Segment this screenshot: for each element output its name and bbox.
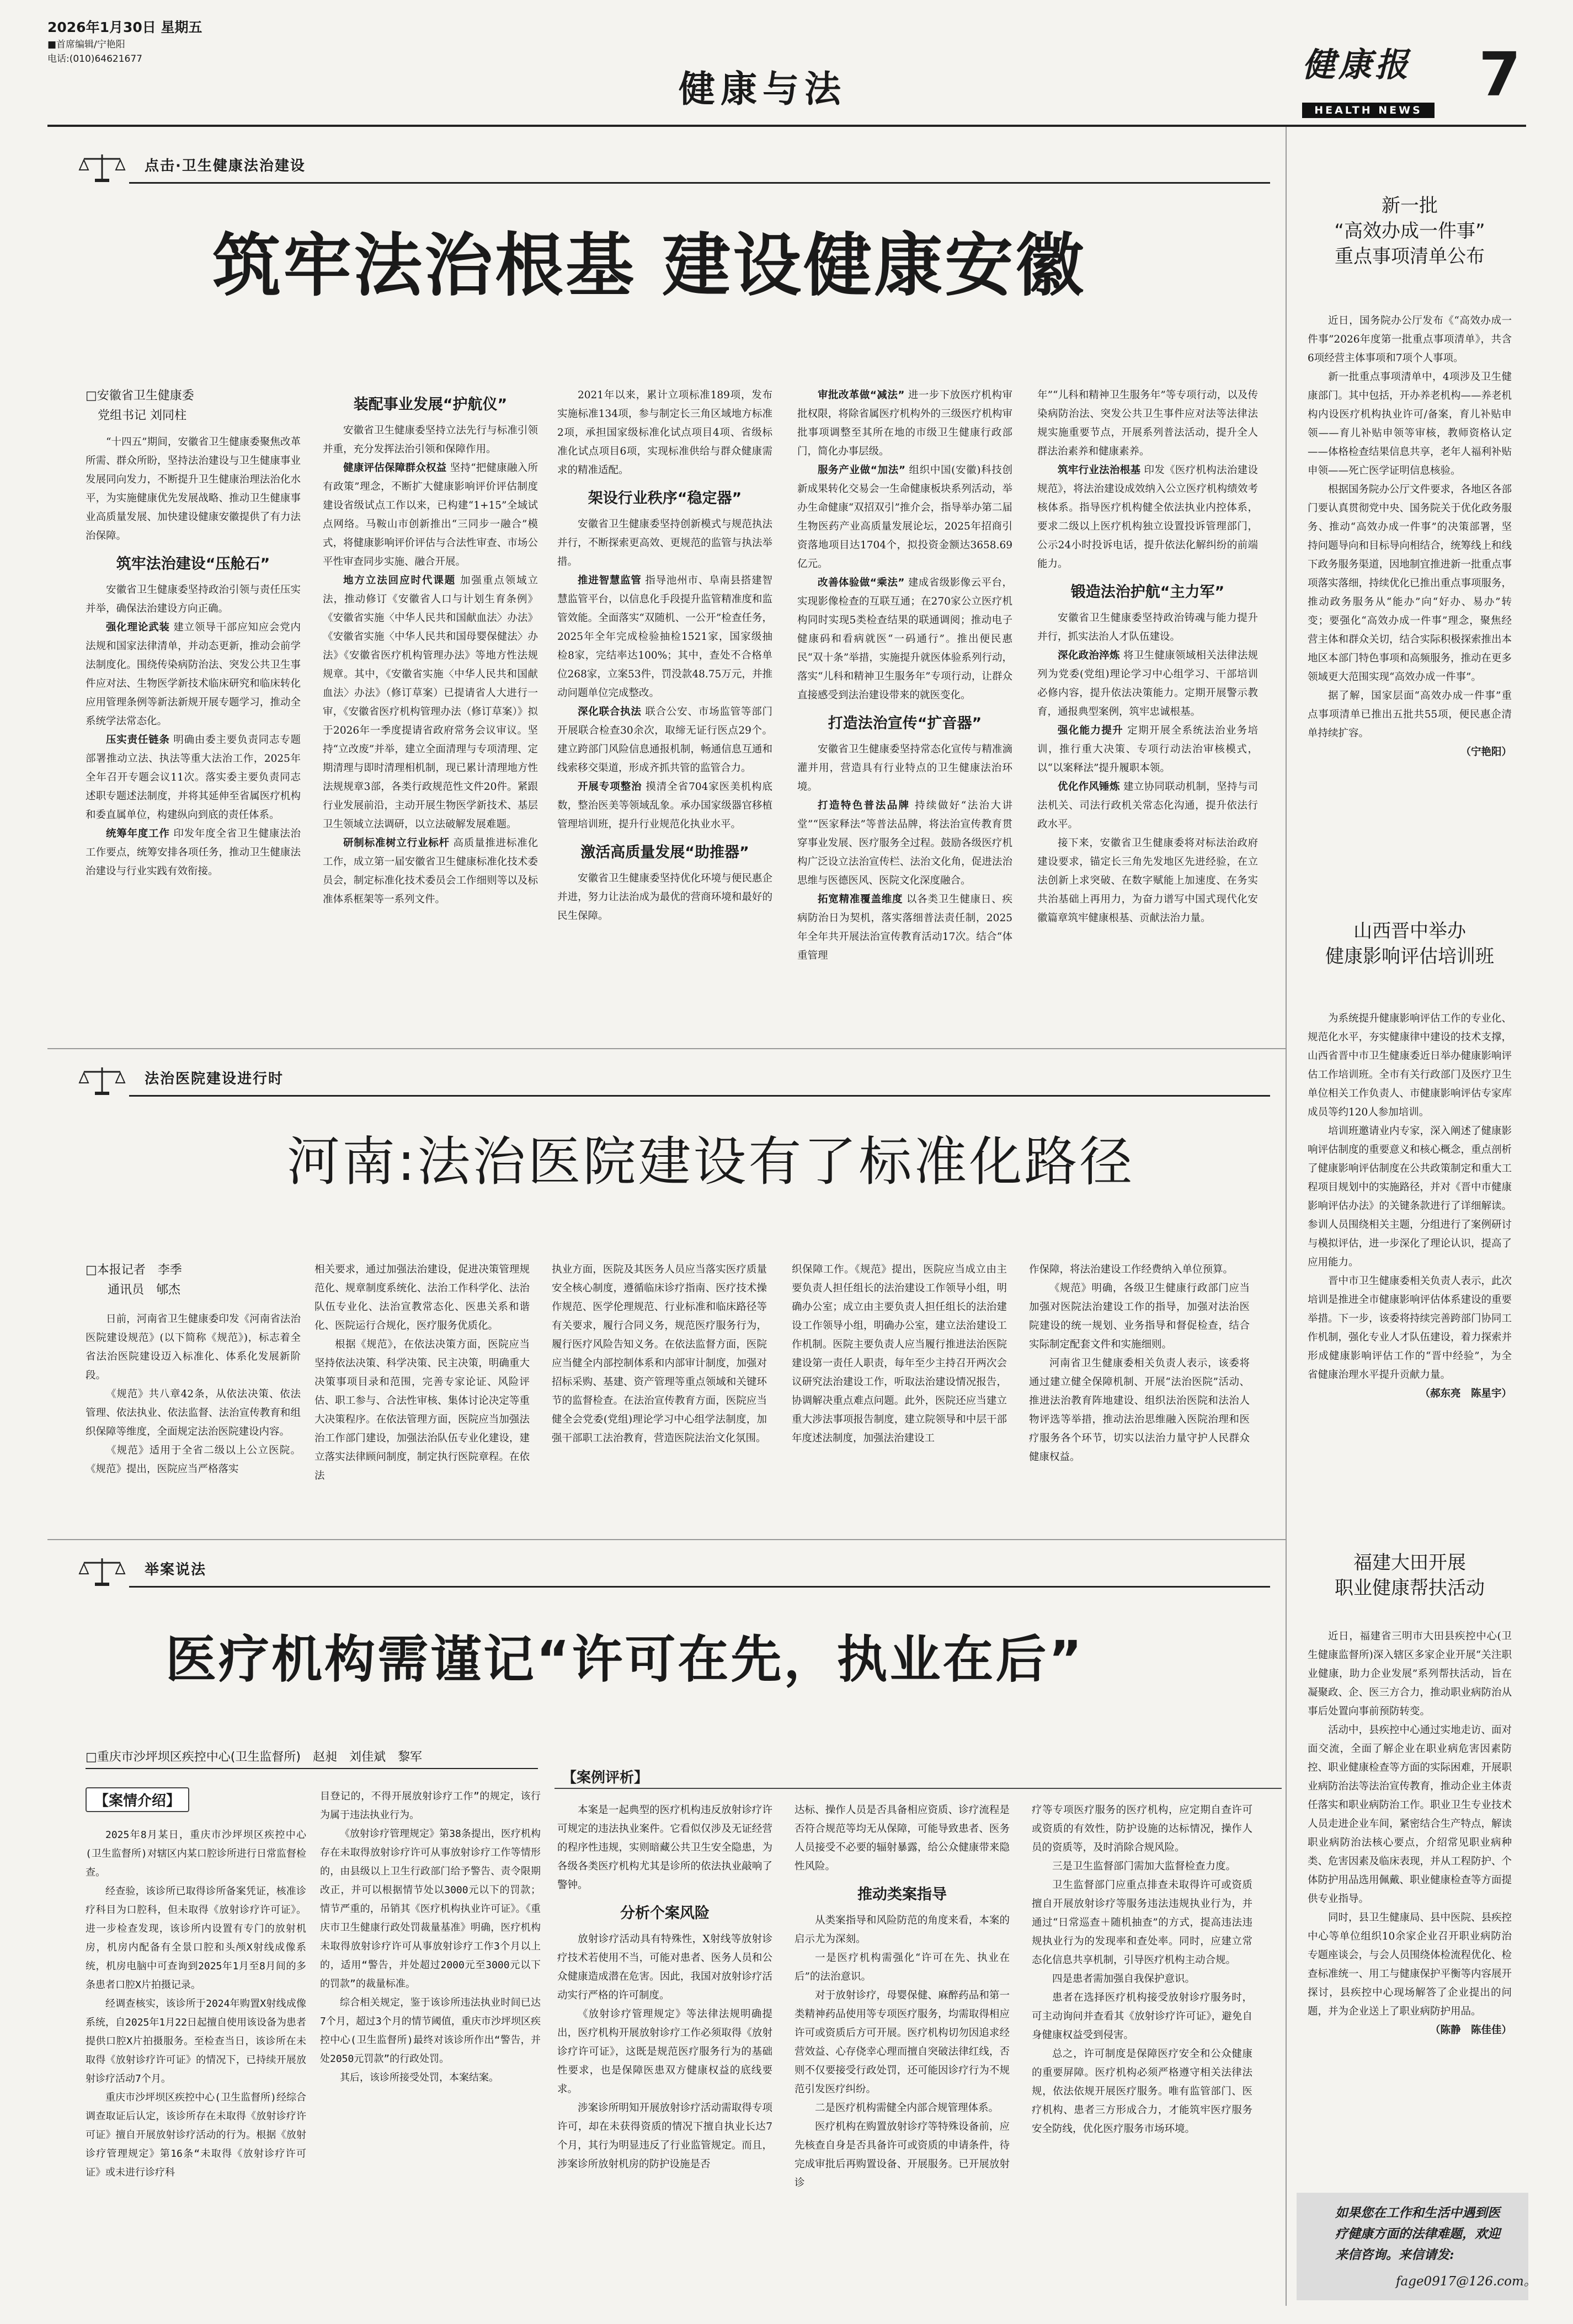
subheading: 推动类案指导	[857, 1886, 947, 1903]
paragraph: 织保障工作。《规范》提出，医院应当成立由主要负责人担任组长的法治建设工作领导小组，明确办公室；成立由主要负责人担任组长的法治建设工作领导小组，明确办公室，建立法治建设工作机制。医院主要负责人应当履行推进法治医院建设第一责任人职责，每年至少主持召开两次会议研究法治建设工作，听取法治建设情况报告，协调解决重点难点问题。此外，医院还应当建立重大涉法事项报告制度，建立院领导和中层干部年度述法制度，加强法治建设工	[792, 1264, 1007, 1444]
issue-date: 2026年1月30日 星期五	[47, 19, 202, 35]
paragraph: 安徽省卫生健康委坚持创新模式与规范执法并行，不断探索更高效、更规范的监管与执法举措。	[557, 519, 772, 568]
paragraph: 从类案指导和风险防范的角度来看，本案的启示尤为深刻。	[795, 1915, 1010, 1945]
paragraph	[86, 618, 301, 731]
paragraph	[797, 797, 1012, 890]
byline-rule	[86, 1768, 538, 1769]
paragraph: 患者在选择医疗机构接受放射诊疗服务时，可主动询问并查看其《放射诊疗许可证》，避免自身健康权益受到侵害。	[1032, 1992, 1252, 2041]
paragraph-text: 组织中国(安徽)科技创新成果转化交易会一生命健康板块系列活动，举办生命健康“双招双引”推介会，指导举办第二届生物医药产业高质量发展论坛，2025年招商引资落地项目达1704个，拟投资金额达3658.69亿元。	[797, 464, 1012, 570]
paragraph: 《放射诊疗管理规定》等法律法规明确提出，医疗机构开展放射诊疗工作必须取得《放射诊疗许可证》，这既是规范医疗服务行为的基础性要求，也是保障医患双方健康权益的底线要求。	[557, 2008, 772, 2095]
section-title: 健康与法	[679, 68, 846, 110]
scales-of-justice-icon	[78, 1065, 126, 1096]
paragraph-text: 持续做好“法治大讲堂”“医家释法”等普法品牌，将法治宣传教育贯穿事业发展、医疗服务全过程。鼓励各级医疗机构广泛设立法治宣传栏、法治文化角，促进法治思维与医德医风、医院文化深度融合。	[797, 800, 1012, 886]
paragraph-text: 高质量推进标准化工作，成立第一届安徽省卫生健康标准化技术委员会，制定标准化技术委员会工作细则等以及标准体系框架等一系列文件。	[323, 837, 538, 905]
subheading: 打造法治宣传“扩音器”	[828, 715, 982, 732]
article-byline	[86, 1260, 182, 1300]
sidebar-story-title	[1308, 1550, 1512, 1601]
paragraph-text: 加强重点领域立法，推动修订《安徽省人口与计划生育条例》《安徽省实施〈中华人民共和国献血法〉办法》《安徽省实施〈中华人民共和国母婴保健法〉办法》《安徽省医疗机构管理办法》等地方性法规规章。其中，《安徽省实施〈中华人民共和国献血法〉办法》（修订草案）已提请省人大进行一审，《安徽省医疗机构管理办法（修订草案）》拟于2026年一季度提请省政府常务会议审议。坚持“立改废”并举，建立全面清理与专项清理、定期清理与即时清理相机制，现已累计清理地方性法规规章3部，各类行政规范性文件20件。紧跟行业发展前沿，主动开展生物医学新技术、基层卫生领域立法调研，以立法破解发展难题。	[323, 575, 538, 830]
paragraph	[557, 571, 772, 703]
paragraph: 作保障，将法治建设工作经费纳入单位预算。	[1029, 1264, 1234, 1275]
title-line: 山西晋中举办	[1353, 920, 1466, 942]
page-number: 7	[1479, 39, 1521, 110]
article-column	[795, 1801, 1010, 2306]
sidebar-divider	[1286, 127, 1287, 2306]
title-line: 重点事项清单公布	[1335, 245, 1485, 268]
lead-phrase: 强化理论武装	[106, 622, 170, 633]
byline-org: □安徽省卫生健康委	[86, 389, 194, 403]
paragraph: 相关要求，通过加强法治建设，促进决策管理规范化、规章制度系统化、法治工作科学化、法治队伍专业化、法治宣教常态化、医患关系和谐化、医院运行合规化，医疗服务优质化。	[314, 1264, 530, 1332]
paragraph	[86, 825, 301, 881]
paragraph-text: 建成省级影像云平台，实现影像检查的互联互通；在270家公立医疗机构同时实现5类检查结果的联通调阅；推动电子健康码和看病就医“一码通行”。推出便民惠民“双十条”举措，实施提升就医体验系列行动，落实“儿科和精神卫生服务年”专项行动，让群众直接感受到法治建设带来的就医变化。	[797, 577, 1012, 701]
sidebar-story-body	[1308, 312, 1512, 891]
paragraph	[323, 834, 538, 909]
article-column	[86, 1310, 301, 1531]
article-headline: 河南:法治医院建设有了标准化路径	[287, 1131, 1135, 1193]
section-label: 点击·卫生健康法治建设	[145, 158, 306, 174]
paragraph: 一是医疗机构需强化“许可在先、执业在后”的法治意识。	[795, 1952, 1010, 1983]
paragraph: 据了解，国家层面“高效办成一件事”重点事项清单已推出五批共55项，便民惠企清单持续扩容。	[1308, 690, 1512, 739]
paragraph-text: 联合公安、市场监管等部门开展联合检查30余次，取缔无证行医点29个。建立跨部门风险信息通报机制，畅通信息互通和线索移交渠道，形成齐抓共管的监管合力。	[557, 706, 772, 774]
chief-editor: ■首席编辑/宁艳阳	[47, 39, 125, 50]
paragraph: 近日，国务院办公厅发布《“高效办成一件事”2026年度第一批重点事项清单》，共含6项经营主体事项和7项个人事项。	[1308, 315, 1512, 364]
paragraph: 其后，该诊所接受处罚，本案结案。	[340, 2072, 499, 2083]
lead-phrase: 地方立法回应时代课题	[343, 575, 456, 586]
lead-phrase: 打造特色普法品牌	[818, 800, 910, 811]
case-review-tag: 【案例评析】	[554, 1765, 1282, 1789]
section-rule	[129, 182, 1270, 184]
paragraph: 《规范》适用于全省二级以上公立医院。《规范》提出，医院应当严格落实	[86, 1445, 301, 1475]
paragraph-text: 定期开展全系统法治业务培训，推行重大决策、专项行动法治审核模式，以“以案释法”提升履职本领。	[1037, 725, 1258, 774]
paragraph: 《规范》明确，各级卫生健康行政部门应当加强对医院法治建设工作的指导，加强对法治医院建设的统一规划、业务指导和督促检查，结合实际制定配套文件和实施细则。	[1029, 1283, 1250, 1350]
paragraph: 二是医疗机构需健全内部合规管理体系。	[815, 2102, 999, 2114]
masthead-logo	[1302, 39, 1435, 116]
paragraph	[557, 703, 772, 778]
paragraph: 为系统提升健康影响评估工作的专业化、规范化水平，夯实健康律中建设的技术支撑，山西省晋中市卫生健康委近日举办健康影响评估工作培训班。全市有关行政部门及医疗卫生单位相关工作负责人、市健康影响评估专家库成员等约120人参加培训。	[1308, 1013, 1512, 1118]
lead-phrase: 优化作风锤炼	[1058, 781, 1120, 793]
article-column	[86, 433, 301, 1043]
paragraph	[323, 571, 538, 834]
paragraph: 安徽省卫生健康委坚持立法先行与标准引领并重，充分发挥法治引领和保障作用。	[323, 425, 538, 455]
paragraph: 新一批重点事项清单中，4项涉及卫生健康部门。其中包括，开办养老机构——养老机构内设医疗机构执业许可/备案，育儿补贴申领——育儿补贴申领等审核，教师资格认定——体格检查结果信息共享，老年人福利补贴申领——死亡医学证明信息核验。	[1308, 371, 1512, 477]
paragraph: 年”“儿科和精神卫生服务年”等专项行动，以及传染病防治法、突发公共卫生事件应对法等法律法规实施重要节点，开展系列普法活动，提升全人群法治素养和健康素养。	[1037, 389, 1258, 457]
title-line: 福建大田开展	[1353, 1552, 1466, 1574]
section-bar-hospital	[78, 1062, 1270, 1097]
logo-text: 健康报	[1302, 46, 1411, 84]
paragraph-text: 进一步下放医疗机构审批权限，将除省属医疗机构外的三级医疗机构审批事项调整至其所在地的市级卫生健康行政部门，简化办事层级。	[797, 389, 1012, 457]
paragraph: 经调查核实，该诊所于2024年购置X射线成像系统，自2025年1月22日起擅自使用该设备为患者提供口腔X片拍摄服务。至检查当日，该诊所在未取得《放射诊疗许可证》的情况下，已持续开展放射诊疗活动7个月。	[86, 1998, 306, 2085]
section-rule	[129, 1095, 1270, 1097]
paragraph	[1037, 722, 1258, 778]
author-signature: （宁艳阳）	[1460, 746, 1512, 758]
paragraph-text: 指导池州市、阜南县搭建智慧监管平台，以信息化手段提升监管精准度和监管效能。全面落实“双随机、一公开”检查任务，2025年全年完成检验抽检1521家，国家级抽检8家，完结率达100%；其中，查处不合格单位268家，立案53件，罚没款48.75万元，并推动问题单位完成整改。	[557, 575, 772, 699]
subheading: 分析个案风险	[620, 1905, 710, 1922]
article-headline: 筑牢法治根基 建设健康安徽	[212, 226, 1086, 306]
paragraph: 日前，河南省卫生健康委印发《河南省法治医院建设规范》(以下简称《规范》)，标志着全省法治医院建设迈入标准化、体系化发展新阶段。	[86, 1313, 301, 1381]
paragraph	[797, 574, 1012, 705]
scales-of-justice-icon	[78, 1556, 126, 1587]
paragraph: 2025年8月某日，重庆市沙坪坝区疾控中心(卫生监督所)对辖区内某口腔诊所进行日常监督检查。	[86, 1829, 306, 1878]
section-rule	[129, 1586, 1270, 1588]
lead-phrase: 筑牢行业法治根基	[1058, 464, 1141, 476]
paragraph: 安徽省卫生健康委坚持政治引领与责任压实并举，确保法治建设方向正确。	[86, 584, 301, 615]
article-column	[557, 386, 772, 1043]
paragraph: 执业方面，医院及其医务人员应当落实医疗质量安全核心制度，遵循临床诊疗指南、医疗技术操作规范、医学伦理规范、行业标准和临床路径等有关要求，履行合同义务，规范医疗服务行为，履行医疗风险告知义务。在依法监督方面，医院应当健全内部控制体系和内部审计制度，加强对招标采购、基建、资产管理等重点领域和关键环节的监督检查。在法治宣传教育方面，医院应当健全会党委(党组)理论学习中心组学法制度，加强干部职工法治教育，营造医院法治文化氛围。	[552, 1264, 767, 1444]
subheading: 锻造法治护航“主力军”	[1070, 584, 1225, 601]
paragraph: 活动中，县疾控中心通过实地走访、面对面交流，全面了解企业在职业病危害因素防控、职业健康检查等方面的实际困难，开展职业病防治法等法治宣传教育，推动企业主体责任落实和职业病防治工作。职业卫生专业技术人员走进企业车间，紧密结合生产特点，解读职业病防治法核心要点，介绍常见职业病种类、危害因素及临床表现，并从工程防护、个体防护用品选用佩戴、职业健康检查等方面提供专业指导。	[1308, 1724, 1512, 1905]
sidebar-story-title	[1308, 918, 1512, 969]
paragraph-text: 以各类卫生健康日、疾病防治日为契机，落实落细普法责任制，2025年全年共开展法治宣传教育活动17次。结合“体重管理	[797, 894, 1012, 961]
paragraph: 安徽省卫生健康委坚持政治铸魂与能力提升并行，抓实法治人才队伍建设。	[1037, 612, 1258, 643]
subheading: 装配事业发展“护航仪”	[353, 396, 508, 413]
sidebar-story-body	[1308, 1627, 1512, 2179]
paragraph-text: 印发年度全省卫生健康法治工作要点，统筹安排各项任务，推动卫生健康法治建设与行业实践有效衔接。	[86, 828, 301, 877]
paragraph: 经查验，该诊所已取得诊所备案凭证，核准诊疗科目为口腔科，但未取得《放射诊疗许可证》。进一步检查发现，该诊所内设置有专门的放射机房，机房内配备有全景口腔和头颅X射线成像系统，机房电脑中可查询到2025年1月至8月间的多条患者口腔X片拍摄记录。	[86, 1885, 306, 1991]
paragraph: “十四五”期间，安徽省卫生健康委聚焦改革所需、群众所盼，坚持法治建设与卫生健康事业发展同向发力，不断提升卫生健康治理法治化水平，为实施健康优先发展战略、推动卫生健康事业高质量发展、加快建设健康安徽提供了有力法治保障。	[86, 436, 301, 542]
paragraph-text: 明确由委主要负责同志专题部署推动立法、执法等重大法治工作，2025年全年召开专题会议11次。落实委主要负责同志述职专题述法制度，并将其延伸至省属医疗机构和委直属单位，构建纵向到底的责任体系。	[86, 734, 301, 821]
paragraph: 2021年以来，累计立项标准189项，发布实施标准134项，参与制定长三角区域地方标准2项，承担国家级标准化试点项目4项、省级标准化试点项目6项，实现标准供给与群众健康需求的精准适配。	[557, 389, 772, 476]
paragraph: 根据国务院办公厅文件要求，各地区各部门要认真贯彻党中央、国务院关于优化政务服务、推动“高效办成一件事”的决策部署，坚持问题导向和目标导向相结合，统筹线上和线下政务服务渠道，因地制宜推进新一批重点事项落实落细，持续优化已推出重点事项服务，推动政务服务从“能办”向“好办、易办”转变；要强化“高效办成一件事”理念，聚焦经营主体和群众关切，结合实际积极探索推出本地区本部门特色事项和高频服务，推动在更多领域更大范围实现“高效办成一件事”。	[1308, 484, 1512, 683]
paragraph	[323, 459, 538, 571]
paragraph: 根据《规范》，在依法决策方面，医院应当坚持依法决策、科学决策、民主决策，明确重大决策事项目录和范围，完善专家论证、风险评估、职工参与、合法性审核、集体讨论决定等重大决策程序。在依法管理方面，医院应当加强法治工作部门建设，加强法治队伍专业化建设，建立落实法律顾问制度，制定执行医院章程。在依法	[314, 1339, 530, 1482]
title-line: “高效办成一件事”	[1334, 220, 1485, 242]
section-bar-case	[78, 1553, 1270, 1588]
paragraph-text: 建立协同联动机制，坚持与司法机关、司法行政机关常态化沟通，提升依法行政水平。	[1037, 781, 1258, 830]
paragraph-text: 建立领导干部应知应会党内法规和国家法律清单，并动态更新，推动会前学法制度化。围绕传染病防治法、突发公共卫生事件应对法、生物医学新技术临床研究和临床转化应用管理条例等新法新规开展专题学习，推动全系统学法常态化。	[86, 622, 301, 727]
paragraph	[797, 890, 1012, 965]
paragraph-text: 印发《医疗机构法治建设规范》，将法治建设成效纳入公立医疗机构绩效考核体系。指导医疗机构健全依法执业内控体系，要求二级以上医疗机构独立设置投诉管理部门，公示24小时投诉电话，提升依法化解纠纷的前端能力。	[1037, 464, 1258, 570]
paragraph: 安徽省卫生健康委坚持常态化宣传与精准滴灌并用，营造具有行业特点的卫生健康法治环境。	[797, 744, 1012, 793]
byline-correspondent: 通讯员 郇杰	[108, 1283, 181, 1297]
scales-of-justice-icon	[78, 152, 126, 183]
lead-phrase: 强化能力提升	[1058, 725, 1124, 736]
paragraph-text: 摸清全省704家医美机构底数，整治医美等领域乱象。承办国家级器官移植管理培训班，提升行业规范化执业水平。	[557, 781, 772, 830]
section-bar-law-building	[78, 149, 1270, 184]
masthead-divider	[47, 125, 1526, 127]
paragraph	[1037, 647, 1258, 722]
lead-phrase: 推进智慧监管	[578, 575, 642, 586]
title-line: 健康影响评估培训班	[1325, 945, 1494, 968]
paragraph: 总之，许可制度是保障医疗安全和公众健康的重要屏障。医疗机构必须严格遵守相关法律法规，依法依规开展医疗服务。唯有监管部门、医疗机构、患者三方形成合力，才能筑牢医疗服务安全防线，优化医疗服务市场环境。	[1032, 2048, 1252, 2135]
author-signature: （陈静 陈佳佳）	[1430, 2024, 1512, 2036]
paragraph: 四是患者需加强自我保护意识。	[1052, 1973, 1196, 1985]
lead-phrase: 开展专项整治	[578, 781, 642, 793]
article-column	[320, 1787, 541, 2306]
article-column	[323, 386, 538, 1043]
case-intro-tag: 【案情介绍】	[86, 1787, 189, 1812]
paragraph: 综合相关规定，鉴于该诊所违法执业时间已达7个月，超过3个月的情节阈值，重庆市沙坪坝区疾控中心(卫生监督所)最终对该诊所作出“警告，并处2050元罚款”的行政处罚。	[320, 1997, 541, 2065]
article-column	[86, 1826, 306, 2306]
subheading: 筑牢法治建设“压舱石”	[116, 555, 270, 573]
paragraph: 对于放射诊疗，母婴保健、麻醉药品和第一类精神药品使用等专项医疗服务，均需取得相应许可或资质后方可开展。医疗机构切勿因追求经营效益、心存侥幸心理而擅自突破法律红线，否则不仅要接受行政处罚，还可能因诊疗行为不规范引发医疗纠纷。	[795, 1990, 1010, 2095]
author-signature: （郝东亮 陈星宇）	[1420, 1388, 1512, 1399]
paragraph	[86, 731, 301, 825]
paragraph: 目登记的，不得开展放射诊疗工作”的规定，该行为属于违法执业行为。	[320, 1791, 541, 1821]
paragraph	[1037, 461, 1258, 574]
paragraph	[797, 461, 1012, 574]
article-column	[1029, 1260, 1250, 1531]
paragraph: 三是卫生监督部门需加大监督检查力度。	[1052, 1861, 1236, 1872]
paragraph: 晋中市卫生健康委相关负责人表示，此次培训是推进全市健康影响评估体系建设的重要举措。下一步，该委将持续完善跨部门协同工作机制，强化专业人才队伍建设，着力探索并形成健康影响评估工作的“晋中经验”，为全省健康治理水平提升贡献力量。	[1308, 1275, 1512, 1381]
paragraph: 《放射诊疗管理规定》第38条提出，医疗机构存在未取得放射诊疗许可从事放射诊疗工作等情形的，由县级以上卫生行政部门给予警告、责令限期改正，并可以根据情节处以3000元以下的罚款；情节严重的，吊销其《医疗机构执业许可证》。《重庆市卫生健康行政处罚裁量基准》明确，医疗机构未取得放射诊疗许可从事放射诊疗工作3个月以上的，适用“警告，并处超过2000元至3000元以下的罚款”的裁量标准。	[320, 1828, 541, 1990]
paragraph: 医疗机构在购置放射诊疗等特殊设备前，应先核查自身是否具备许可或资质的申请条件，待完成审批后再购置设备、开展服务。已开展放射诊	[795, 2121, 1010, 2189]
byline-reporter: □本报记者 李季	[86, 1263, 182, 1277]
paragraph: 疗等专项医疗服务的医疗机构，应定期自查许可或资质的有效性，防护设施的达标情况，操作人员的资质等，及时消除合规风险。	[1032, 1804, 1252, 1853]
title-line: 新一批	[1382, 195, 1438, 217]
paragraph: 近日，福建省三明市大田县疾控中心(卫生健康监督所)深入辖区多家企业开展“关注职业健康，助力企业发展”系列帮扶活动，旨在凝聚政、企、医三方合力，推动职业病防治从事后处置向事前预防转变。	[1308, 1631, 1512, 1717]
article-divider	[47, 1048, 1286, 1049]
paragraph-text: 将卫生健康领域相关法律法规列为党委(党组)理论学习中心组学习、干部培训必修内容，提升依法决策能力。定期开展警示教育，通报典型案例，筑牢忠诚根基。	[1037, 650, 1258, 718]
lead-phrase: 研制标准树立行业标杆	[343, 837, 450, 849]
lead-phrase: 统筹年度工作	[106, 828, 170, 840]
paragraph	[797, 386, 1012, 461]
sidebar-story-body	[1308, 1009, 1512, 1506]
article-column	[797, 386, 1012, 1043]
paragraph: 重庆市沙坪坝区疾控中心(卫生监督所)经综合调查取证后认定，该诊所存在未取得《放射诊疗许可证》擅自开展放射诊疗活动的行为。根据《放射诊疗管理规定》第16条“未取得《放射诊疗许可证》或未进行诊疗科	[86, 2092, 306, 2178]
paragraph: 同时，县卫生健康局、县中医院、县疾控中心等单位组织10余家企业召开职业病防治专题座谈会，与会人员围绕体检流程优化、检查标准统一、用工与健康保护平衡等内容展开探讨，县疾控中心现场解答了企业提出的问题，并为企业送上了职业病防护用品。	[1308, 1912, 1512, 2017]
editor-phone: 电话:(010)64621677	[47, 54, 142, 65]
article-headline: 医疗机构需谨记“许可在先，执业在后”	[166, 1630, 1084, 1689]
lead-phrase: 审批改革做“减法”	[818, 389, 905, 401]
article-byline: □重庆市沙坪坝区疾控中心(卫生监督所) 赵昶 刘佳斌 黎军	[86, 1750, 422, 1764]
lead-phrase: 改善体验做“乘法”	[818, 577, 905, 589]
lead-phrase: 健康评估保障群众权益	[343, 462, 447, 474]
article-column	[1032, 1801, 1252, 2306]
section-label: 举案说法	[145, 1562, 207, 1578]
subheading: 激活高质量发展“助推器”	[580, 844, 749, 861]
paragraph: 《规范》共八章42条，从依法决策、依法管理、依法执业、依法监督、法治宣传教育和组织保障等维度，全面规定法治医院建设内容。	[86, 1388, 301, 1438]
article-column	[792, 1260, 1007, 1531]
paragraph: 本案是一起典型的医疗机构违反放射诊疗许可规定的违法执业案件。它看似仅涉及无证经营的程序性违规，实则暗藏公共卫生安全隐患，为各级各类医疗机构尤其是诊所的依法执业敲响了警钟。	[557, 1804, 772, 1891]
paragraph: 安徽省卫生健康委坚持优化环境与便民惠企并进，努力让法治成为最优的营商环境和最好的民生保障。	[557, 873, 772, 922]
reader-mailbox	[1297, 2193, 1537, 2300]
article-byline	[86, 386, 194, 426]
mailbox-email: fage0917@126.com。	[1396, 2274, 1537, 2289]
article-column	[314, 1260, 530, 1531]
paragraph: 涉案诊所明知开展放射诊疗活动需取得专项许可，却在未获得资质的情况下擅自执业长达7个月，其行为明显违反了行业监管规定。而且，涉案诊所放射机房的防护设施是否	[557, 2102, 772, 2170]
paragraph: 培训班邀请业内专家，深入阐述了健康影响评估制度的重要意义和核心概念，重点剖析了健康影响评估制度在公共政策制定和重大工程项目规划中的实施路径，并对《晋中市健康影响评估办法》的关键条款进行了详细解读。参训人员围绕相关主题，分组进行了案例研讨与模拟评估，进一步深化了理论认识，提高了应用能力。	[1308, 1125, 1512, 1268]
lead-phrase: 深化联合执法	[578, 706, 642, 718]
title-line: 职业健康帮扶活动	[1335, 1577, 1485, 1599]
sidebar-story-title	[1308, 193, 1512, 269]
paragraph	[557, 778, 772, 834]
lead-phrase: 深化政治淬炼	[1058, 650, 1120, 661]
logo-en: HEALTH NEWS	[1302, 103, 1435, 118]
mailbox-text: 如果您在工作和生活中遇到医疗健康方面的法律难题，欢迎来信咨询。来信请发:	[1335, 2205, 1500, 2262]
subheading: 架设行业秩序“稳定器”	[588, 490, 742, 507]
paragraph: 放射诊疗活动具有特殊性，X射线等放射诊疗技术若使用不当，可能对患者、医务人员和公众健康造成潜在危害。因此，我国对放射诊疗活动实行严格的许可制度。	[557, 1933, 772, 2001]
lead-phrase: 拓宽精准覆盖维度	[818, 894, 903, 905]
paragraph: 卫生监督部门应重点排查未取得许可或资质擅自开展放射诊疗等服务违法违规执业行为，并通过“日常巡查＋随机抽查”的方式，提高违法违规执业行为的发现率和查处率。同时，应建立常态化信息共享机制，引导医疗机构主动合规。	[1032, 1879, 1252, 1966]
section-label: 法治医院建设进行时	[145, 1071, 284, 1087]
lead-phrase: 压实责任链条	[106, 734, 170, 746]
byline-author: 党组书记 刘同柱	[98, 409, 186, 423]
paragraph: 达标、操作人员是否具备相应资质、诊疗流程是否符合规范等均无从保障，可能导致患者、医务人员接受不必要的辐射暴露，给公众健康带来隐性风险。	[795, 1804, 1010, 1872]
paragraph-text: 坚持“把健康融入所有政策”理念，不断扩大健康影响评价评估制度建设省级试点工作以来，已构建“1+15”全域试点网络。马鞍山市创新推出“三同步一融合”模式，将健康影响评价评估与合法性审查、市场公平性审查同步实施、融合开展。	[323, 462, 538, 568]
lead-phrase: 服务产业做“加法”	[818, 464, 906, 476]
paragraph: 接下来，安徽省卫生健康委将对标法治政府建设要求，锚定长三角先发地区先进经验，在立法创新上求突破、在数字赋能上加速度、在务实共治基础上再用力，为奋力谱写中国式现代化安徽篇章筑牢健康根基、贡献法治力量。	[1037, 837, 1258, 924]
article-column	[552, 1260, 767, 1531]
article-column	[1037, 386, 1258, 1043]
article-divider	[47, 1539, 1286, 1540]
paragraph: 河南省卫生健康委相关负责人表示，该委将通过建立健全保障机制、开展“法治医院”活动、推进法治教育阵地建设、组织法治医院和法治人物评选等举措，推动法治思维融入医院治理和医疗服务各个环节，切实以法治力量守护人民群众健康权益。	[1029, 1358, 1250, 1463]
article-column	[557, 1801, 772, 2306]
paragraph	[1037, 778, 1258, 834]
